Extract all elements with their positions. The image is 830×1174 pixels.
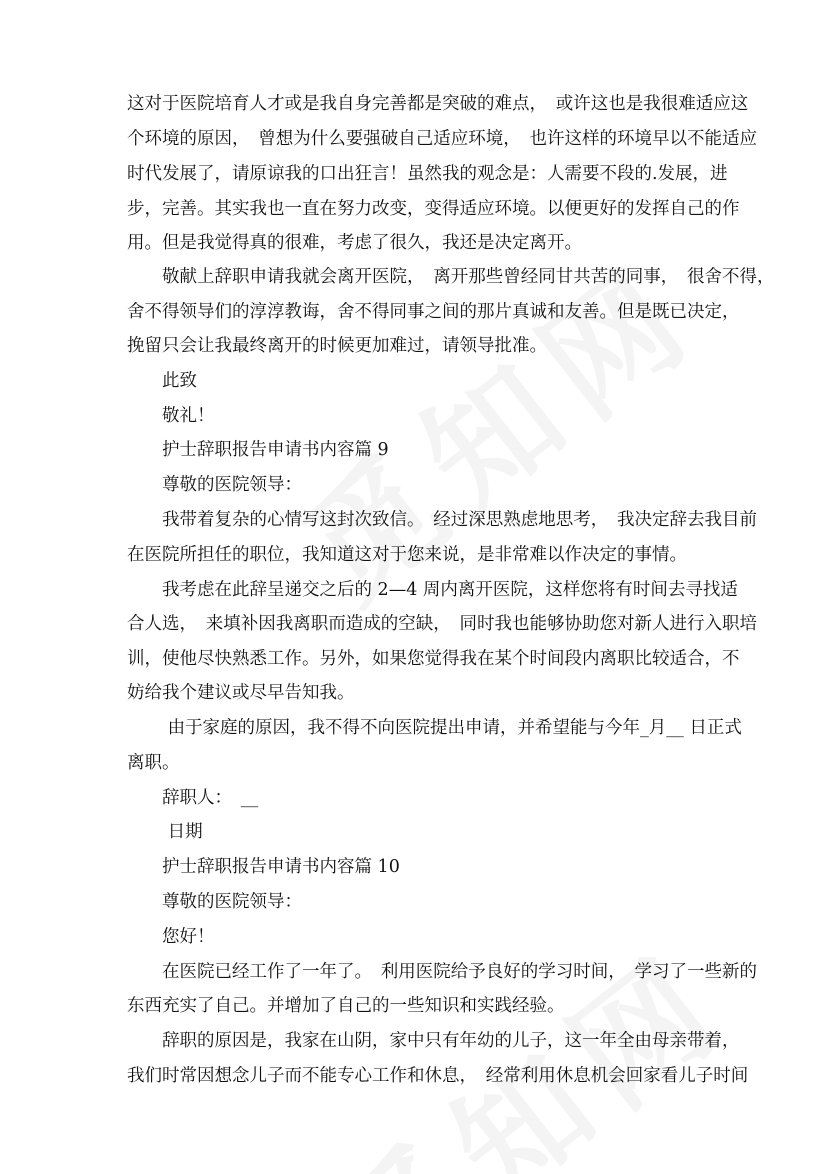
text-line: 步，完善。其实我也一直在努力改变，变得适应环境。以便更好的发挥自己的作 — [127, 199, 740, 219]
text-line: 在医院已经工作了一年了。 利用医院给予良好的学习时间， 学习了一些新的 — [127, 962, 757, 982]
section-heading: 护士辞职报告申请书内容篇 10 — [127, 857, 400, 877]
salutation: 尊敬的医院领导： — [127, 475, 302, 495]
text-line: 妨给我个建议或尽早告知我。 — [127, 683, 355, 703]
salutation: 尊敬的医院领导： — [127, 892, 302, 912]
text-line: 挽留只会让我最终离开的时候更加难过，请领导批准。 — [127, 336, 547, 356]
closing-line: 此致 — [127, 371, 197, 391]
text-line: 训，使他尽快熟悉工作。另外，如果您觉得我在某个时间段内离职比较适合，不 — [127, 649, 740, 669]
text-line: 这对于医院培育人才或是我自身完善都是突破的难点， 或许这也是我很难适应这 — [127, 94, 749, 114]
text-line: 辞职的原因是，我家在山阴，家中只有年幼的儿子，这一年全由母亲带着， — [127, 1031, 740, 1051]
text-line: 在医院所担任的职位，我知道这对于您来说，是非常难以作决定的事情。 — [127, 545, 687, 565]
text-line: 合人选， 来填补因我离职而造成的空缺， 同时我也能够协助您对新人进行入职培 — [127, 614, 757, 634]
text-line: 我考虑在此辞呈递交之后的 2—4 周内离开医院，这样您将有时间去寻找适 — [127, 580, 738, 600]
text-line: 敬献上辞职申请我就会离开医院， 离开那些曾经同甘共苦的同事， 很舍不得， — [127, 267, 775, 287]
text-line: 用。但是我觉得真的很难，考虑了很久，我还是决定离开。 — [127, 233, 582, 253]
greeting: 您好！ — [127, 927, 215, 947]
signature-line: 辞职人： __ — [127, 788, 259, 808]
section-heading: 护士辞职报告申请书内容篇 9 — [127, 440, 389, 460]
text-line: 时代发展了，请原谅我的口出狂言！虽然我的观念是：人需要不段的.发展，进 — [127, 164, 728, 184]
text-line: 我们时常因想念儿子而不能专心工作和休息， 经常利用休息机会回家看儿子时间 — [127, 1066, 749, 1086]
date-line: 日期 — [127, 822, 203, 842]
text-line: 东西充实了自己。并增加了自己的一些知识和实践经验。 — [127, 996, 565, 1016]
text-line: 我带着复杂的心情写这封次致信。 经过深思熟虑地思考， 我决定辞去我目前 — [127, 510, 757, 530]
text-line: 舍不得领导们的淳淳教诲，舍不得同事之间的那片真诚和友善。但是既已决定， — [127, 302, 740, 322]
closing-line: 敬礼！ — [127, 406, 215, 426]
text-line: 离职。 — [127, 753, 180, 773]
text-line: 由于家庭的原因，我不得不向医院提出申请，并希望能与今年_月__ 日正式 — [127, 718, 742, 738]
text-line: 个环境的原因， 曾想为什么要强破自己适应环境， 也许这样的环境早以不能适应 — [127, 129, 757, 149]
